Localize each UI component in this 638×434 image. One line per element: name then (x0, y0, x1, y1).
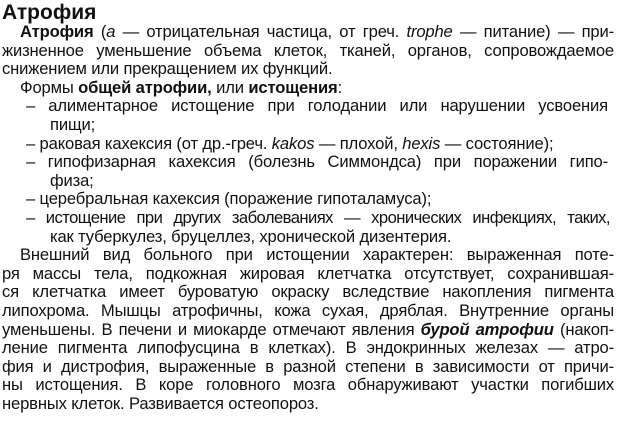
description-line-7: фия и дистрофия, выраженные в разной степени в зависимости от причи- (2, 356, 614, 376)
description-line-9: нервных клеток. Развивается остеопороз. (2, 394, 319, 413)
term-a: a (106, 22, 116, 41)
text-fragment: : (337, 77, 343, 97)
page-title: Атрофия (2, 1, 97, 24)
text-fragment: — состояние); (440, 133, 554, 153)
description-line-5 (2, 321, 614, 340)
text-fragment: — питание) — при- (452, 22, 614, 41)
list-item-other-diseases-cont: как туберкулез, бруцеллез, хронической дизентерия. (50, 226, 452, 246)
text-fragment: ( (93, 22, 107, 41)
description-line-8: ны истощения. В коре головного мозга обнаруживают участки погибших (2, 375, 614, 395)
term-exhaustion: истощения (248, 77, 338, 97)
term-kakos: kakos (271, 133, 315, 153)
term-brown-atrophy: бурой атрофии (420, 319, 554, 339)
term-trophe: trophe (406, 22, 453, 41)
definition-line-1 (20, 23, 614, 42)
description-line-6: ление пигмента липофусцина в клетках). В эндокринных железах — атро- (2, 338, 614, 358)
list-item-pituitary: – гипофизарная кахексия (болезнь Симмондса) при поражении гипо- (26, 152, 608, 172)
list-item-cancer-cachexia (26, 135, 638, 154)
text-fragment: — плохой, (314, 133, 403, 153)
list-item-alimentary: – алиментарное истощение при голодании или нарушении усвоения (26, 96, 608, 116)
text-fragment: — отрицательная частица, от греч. (115, 22, 407, 41)
list-item-pituitary-cont: физа; (50, 170, 94, 190)
list-item-cerebral: – церебральная кахексия (поражение гипоталамуса); (26, 189, 432, 209)
term-hexis: hexis (402, 133, 441, 153)
term-general-atrophy: общей атрофии, (78, 77, 212, 97)
description-line-4: липохрома. Мышцы атрофичны, кожа сухая, дряблая. Внутренние органы (2, 301, 614, 320)
definition-line-2: жизненное уменьшение объема клеток, тканей, органов, сопровождаемое (2, 40, 614, 60)
definition-line-3: снижением или прекращением их функций. (2, 59, 333, 79)
text-fragment: уменьшены. В печени и миокарде отмечают явления (2, 319, 421, 339)
text-fragment: – раковая кахексия (от др.-греч. (26, 133, 272, 153)
description-line-2: ря массы тела, подкожная жировая клетчатка отсутствует, сохранившая- (2, 263, 614, 283)
text-fragment: Формы (20, 77, 79, 97)
list-item-alimentary-cont: пищи; (50, 115, 96, 134)
text-fragment: (накоп- (553, 319, 615, 339)
text-fragment: или (211, 77, 249, 97)
description-line-3: ся клетчатка имеет буроватую окраску вследствие накопления пигмента (2, 282, 614, 302)
forms-heading-line (20, 79, 638, 98)
list-item-other-diseases: – истощение при других заболеваниях — хронических инфекциях, таких, (26, 208, 610, 227)
term-atrophy: Атрофия (20, 22, 94, 41)
description-line-1: Внешний вид больного при истощении характерен: выраженная поте- (20, 245, 614, 265)
